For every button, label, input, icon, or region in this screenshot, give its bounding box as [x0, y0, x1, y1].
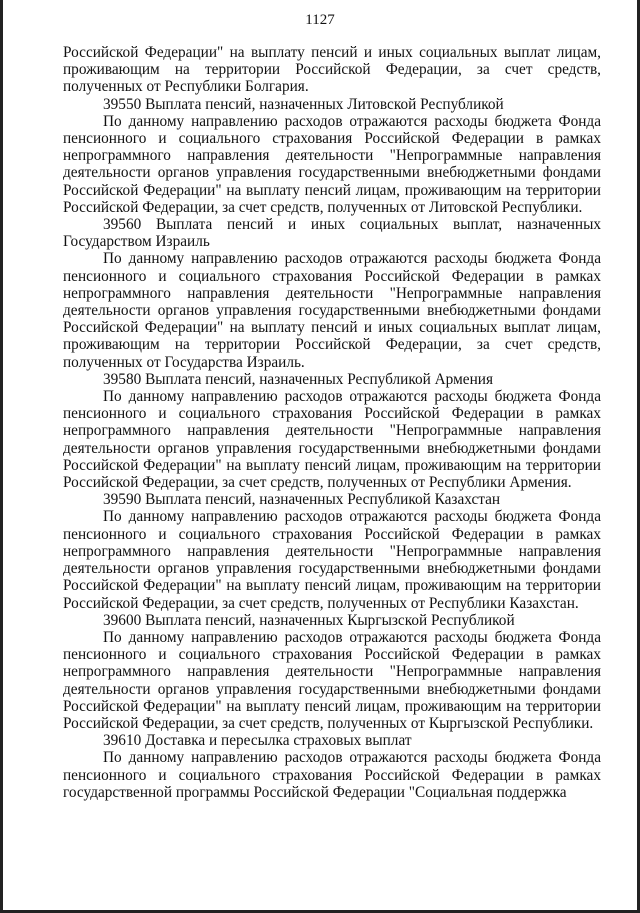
section-heading-39580: 39580 Выплата пенсий, назначенных Республикой Армения: [103, 370, 493, 388]
paragraph-39580: По данному направлению расходов отражаются расходы бюджета Фонда пенсионного и социального страхования Российской Федерации в рамках непрограммного направления деятельности "Непрограммные направления деятельности органов управления государственными внебюджетными фондами Российской Федерации" на выплату пенсий лицам, проживающим на территории Российской Федерации, за счет средств, полученных от Республики Армения.: [63, 388, 601, 492]
page-number: 1127: [305, 12, 335, 28]
section-heading-39600: 39600 Выплата пенсий, назначенных Кыргызской Республикой: [103, 611, 515, 629]
section-heading-39560: 39560 Выплата пенсий и иных социальных выплат, назначенных Государством Израиль: [63, 216, 601, 251]
scan-edge-left: [0, 0, 3, 913]
section-heading-39550: 39550 Выплата пенсий, назначенных Литовской Республикой: [103, 95, 504, 113]
paragraph-39550: По данному направлению расходов отражаются расходы бюджета Фонда пенсионного и социального страхования Российской Федерации в рамках непрограммного направления деятельности "Непрограммные направления деятельности органов управления государственными внебюджетными фондами Российской Федерации" на выплату пенсий лицам, проживающим на территории Российской Федерации, за счет средств, полученных от Литовской Республики.: [63, 112, 601, 216]
paragraph-39560: По данному направлению расходов отражаются расходы бюджета Фонда пенсионного и социального страхования Российской Федерации в рамках непрограммного направления деятельности "Непрограммные направления деятельности органов управления государственными внебюджетными фондами Российской Федерации" на выплату пенсий и иных социальных выплат лицам, проживающим на территории Российской Федерации, за счет средств, полученных от Государства Израиль.: [63, 250, 601, 371]
paragraph-39600: По данному направлению расходов отражаются расходы бюджета Фонда пенсионного и социального страхования Российской Федерации в рамках непрограммного направления деятельности "Непрограммные направления деятельности органов управления государственными внебюджетными фондами Российской Федерации" на выплату пенсий лицам, проживающим на территории Российской Федерации, за счет средств, полученных от Кыргызской Республики.: [63, 628, 601, 732]
section-heading-39590: 39590 Выплата пенсий, назначенных Республикой Казахстан: [103, 491, 501, 509]
document-body: [63, 44, 601, 801]
paragraph-39590: По данному направлению расходов отражаются расходы бюджета Фонда пенсионного и социального страхования Российской Федерации в рамках непрограммного направления деятельности "Непрограммные направления деятельности органов управления государственными внебюджетными фондами Российской Федерации" на выплату пенсий лицам, проживающим на территории Российской Федерации, за счет средств, полученных от Республики Казахстан.: [63, 508, 601, 612]
paragraph-continuation: Российской Федерации" на выплату пенсий и иных социальных выплат лицам, проживающим на территории Российской Федерации, за счет средств, полученных от Республики Болгария.: [63, 44, 601, 96]
section-heading-39610: 39610 Доставка и пересылка страховых выплат: [103, 732, 412, 750]
paragraph-39610: По данному направлению расходов отражаются расходы бюджета Фонда пенсионного и социального страхования Российской Федерации в рамках государственной программы Российской Федерации "Социальная поддержка: [63, 749, 601, 801]
